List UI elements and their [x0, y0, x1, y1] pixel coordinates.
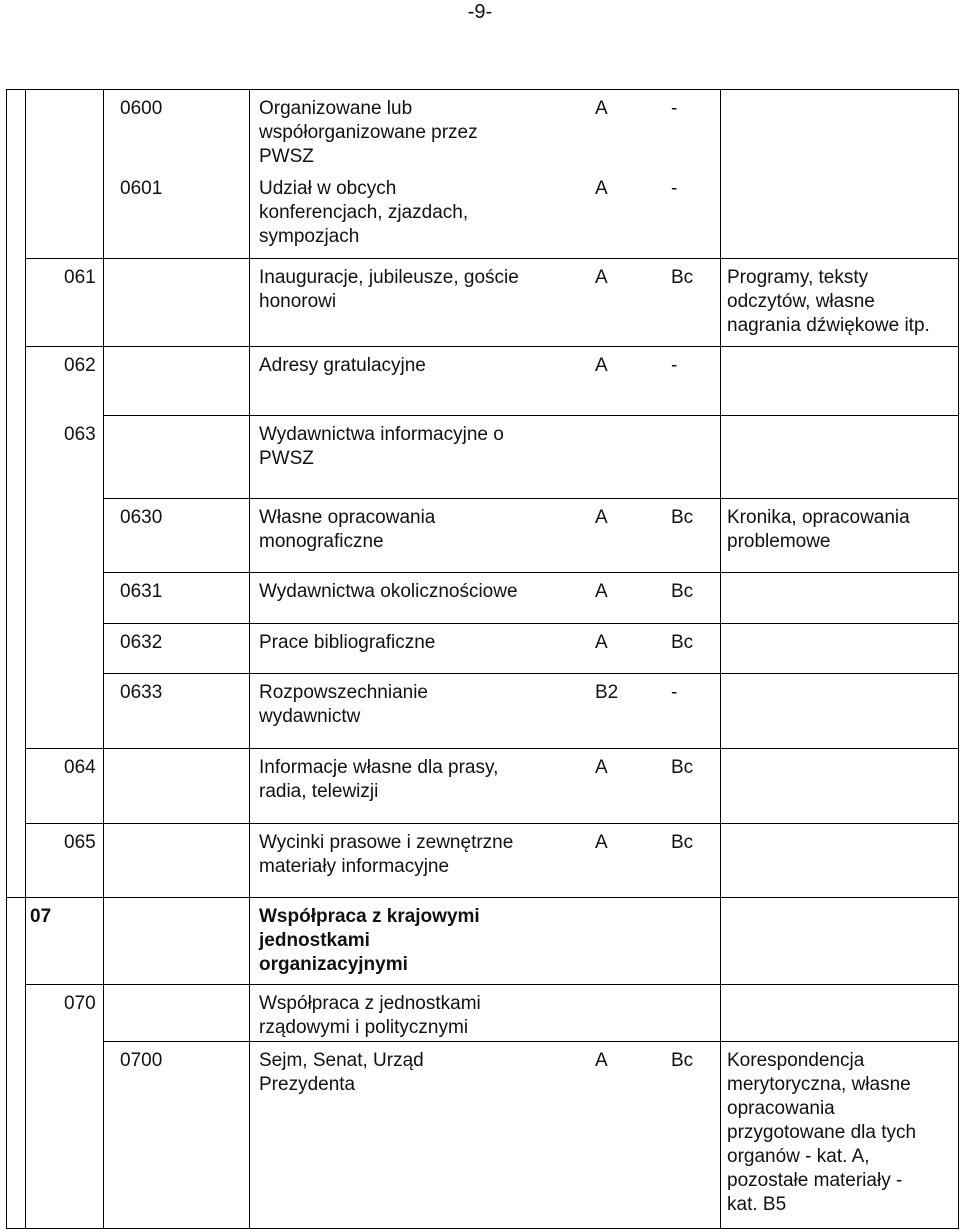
column-divider: [25, 823, 26, 897]
subgroup-code: [120, 580, 190, 604]
column-divider: [249, 258, 250, 346]
entry-notes-line: merytoryczna, własne: [727, 1074, 911, 1095]
table-row: [6, 89, 959, 169]
secondary-category: [671, 266, 716, 290]
secondary-category: [671, 631, 716, 655]
page-number: -9-: [467, 1, 493, 23]
subgroup-code-line: 0633: [120, 682, 163, 703]
archival-category-line: A: [595, 832, 608, 853]
entry-notes-line: odczytów, własne: [727, 291, 875, 312]
entry-name-line: Rozpowszechnianie: [259, 682, 428, 703]
column-divider: [720, 498, 721, 572]
secondary-category-line: Bc: [671, 507, 694, 528]
secondary-category: [671, 681, 716, 705]
column-divider: [720, 897, 721, 984]
group-code-line: 070: [64, 993, 96, 1014]
entry-name-line: Inauguracje, jubileusze, goście: [259, 267, 519, 288]
secondary-category: [671, 354, 716, 378]
column-divider: [720, 1041, 721, 1229]
table-border-right: [958, 897, 959, 984]
entry-name-line: PWSZ: [259, 448, 314, 469]
entry-name: [259, 992, 559, 1040]
entry-name: [259, 580, 559, 604]
subgroup-code: [120, 681, 190, 705]
entry-name: [259, 831, 559, 879]
records-table: [6, 89, 959, 1229]
entry-name-line: PWSZ: [259, 146, 314, 167]
column-divider: [720, 169, 721, 258]
archival-category: [595, 580, 635, 604]
subgroup-code-line: 0632: [120, 632, 163, 653]
column-divider: [25, 346, 26, 415]
entry-name-line: współorganizowane przez: [259, 122, 478, 143]
entry-name-line: Wydawnictwa okolicznościowe: [259, 581, 518, 602]
entry-notes-line: organów - kat. A,: [727, 1146, 870, 1167]
entry-name: [259, 97, 559, 169]
secondary-category-line: Bc: [671, 757, 694, 778]
entry-notes-line: Programy, teksty: [727, 267, 869, 288]
archival-category-line: A: [595, 267, 608, 288]
archival-category: [595, 177, 635, 201]
column-divider: [720, 415, 721, 498]
column-divider: [25, 258, 26, 346]
secondary-category: [671, 580, 716, 604]
entry-name: [259, 1049, 559, 1097]
entry-name-line: sympozjach: [259, 226, 360, 247]
entry-notes-line: Korespondencja: [727, 1050, 865, 1071]
column-divider: [720, 748, 721, 823]
column-divider: [25, 415, 26, 498]
subgroup-code-line: 0600: [120, 98, 163, 119]
subgroup-code-line: 0630: [120, 507, 163, 528]
row-divider: [103, 415, 959, 416]
column-divider: [103, 623, 104, 673]
archival-category-line: A: [595, 757, 608, 778]
secondary-category-line: -: [671, 178, 678, 199]
entry-notes-line: pozostałe materiały -: [727, 1170, 903, 1191]
entry-name-line: Udział w obcych: [259, 178, 397, 199]
archival-category-line: A: [595, 178, 608, 199]
secondary-category: [671, 506, 716, 530]
subgroup-code: [120, 97, 190, 121]
archival-category: [595, 266, 635, 290]
column-divider: [249, 823, 250, 897]
entry-name: [259, 631, 559, 655]
entry-name: [259, 756, 559, 804]
entry-notes: [727, 506, 955, 554]
archival-category: [595, 506, 635, 530]
entry-name-line: Organizowane lub: [259, 98, 413, 119]
entry-notes: [727, 1049, 955, 1217]
archival-category: [595, 354, 635, 378]
column-divider: [720, 258, 721, 346]
subgroup-code: [120, 1049, 190, 1073]
table-border-right: [958, 984, 959, 1041]
entry-name-line: Współpraca z krajowymi: [259, 906, 480, 927]
entry-notes-line: problemowe: [727, 531, 831, 552]
row-divider: [103, 623, 959, 624]
table-border-right: [958, 748, 959, 823]
table-row: [6, 623, 959, 673]
column-divider: [249, 169, 250, 258]
entry-name-line: monograficzne: [259, 531, 384, 552]
secondary-category: [671, 831, 716, 855]
secondary-category: [671, 177, 716, 201]
entry-name-line: Prezydenta: [259, 1074, 356, 1095]
archival-category: [595, 631, 635, 655]
table-border-right: [958, 89, 959, 169]
table-row: [6, 748, 959, 823]
column-divider: [249, 897, 250, 984]
entry-name: [259, 506, 559, 554]
secondary-category-line: Bc: [671, 267, 694, 288]
entry-name-line: organizacyjnymi: [259, 954, 408, 975]
row-divider: [25, 823, 959, 824]
archival-category-line: A: [595, 632, 608, 653]
column-divider: [720, 823, 721, 897]
secondary-category: [671, 756, 716, 780]
table-border-right: [958, 1041, 959, 1229]
entry-name-line: Współpraca z jednostkami: [259, 993, 481, 1014]
entry-name-line: Informacje własne dla prasy,: [259, 757, 499, 778]
subgroup-code-line: 0631: [120, 581, 163, 602]
group-code-line: 065: [64, 832, 96, 853]
group-code: [64, 831, 134, 855]
table-row: [6, 897, 959, 984]
table-row: [6, 169, 959, 258]
archival-category-line: A: [595, 98, 608, 119]
column-divider: [25, 897, 26, 984]
entry-name: [259, 354, 559, 378]
table-row: [6, 258, 959, 346]
archival-category-line: A: [595, 581, 608, 602]
subgroup-code: [120, 631, 190, 655]
table-border-right: [958, 415, 959, 498]
entry-name-line: materiały informacyjne: [259, 856, 450, 877]
entry-name-line: radia, telewizji: [259, 781, 379, 802]
group-code: [64, 756, 134, 780]
table-row: [6, 498, 959, 572]
entry-notes: [727, 266, 955, 338]
table-row: [6, 673, 959, 748]
entry-name-line: Wycinki prasowe i zewnętrzne: [259, 832, 514, 853]
entry-name-line: jednostkami: [259, 930, 370, 951]
table-row: [6, 1041, 959, 1229]
secondary-category-line: -: [671, 98, 678, 119]
table-row: [6, 415, 959, 498]
entry-name-line: wydawnictw: [259, 706, 361, 727]
entry-name: [259, 905, 559, 977]
column-divider: [249, 1041, 250, 1229]
group-code-line: 063: [64, 424, 96, 445]
secondary-category-line: Bc: [671, 1050, 694, 1071]
archival-category-line: A: [595, 507, 608, 528]
row-divider: [103, 673, 959, 674]
table-border-right: [958, 346, 959, 415]
secondary-category-line: Bc: [671, 632, 694, 653]
entry-name: [259, 681, 559, 729]
column-divider: [249, 346, 250, 415]
entry-notes-line: Kronika, opracowania: [727, 507, 910, 528]
secondary-category-line: -: [671, 682, 678, 703]
archival-category: [595, 97, 635, 121]
secondary-category-line: Bc: [671, 832, 694, 853]
secondary-category: [671, 1049, 716, 1073]
column-divider: [25, 673, 26, 748]
entry-name: [259, 177, 559, 249]
column-divider: [249, 673, 250, 748]
row-divider: [25, 748, 959, 749]
table-border-right: [958, 823, 959, 897]
table-row: [6, 823, 959, 897]
column-divider: [249, 89, 250, 169]
column-divider: [249, 572, 250, 623]
group-code: [64, 266, 134, 290]
table-row: [6, 346, 959, 415]
table-border-right: [958, 673, 959, 748]
entry-name-line: rządowymi i politycznymi: [259, 1017, 469, 1038]
table-row: [6, 984, 959, 1041]
entry-name-line: honorowi: [259, 291, 337, 312]
group-code-line: 062: [64, 355, 96, 376]
column-divider: [25, 984, 26, 1041]
group-code: [64, 354, 134, 378]
column-divider: [249, 498, 250, 572]
row-divider: [6, 897, 959, 898]
archival-category: [595, 681, 635, 705]
column-divider: [103, 1041, 104, 1229]
entry-name-line: Prace bibliograficzne: [259, 632, 436, 653]
archival-category: [595, 1049, 635, 1073]
entry-name-line: Adresy gratulacyjne: [259, 355, 426, 376]
column-divider: [249, 748, 250, 823]
table-border-right: [958, 623, 959, 673]
column-divider: [249, 984, 250, 1041]
group-code-line: 064: [64, 757, 96, 778]
table-border-right: [958, 498, 959, 572]
entry-name: [259, 423, 559, 471]
row-divider: [103, 572, 959, 573]
column-divider: [25, 89, 26, 169]
column-divider: [25, 169, 26, 258]
group-code-line: 061: [64, 267, 96, 288]
entry-name-line: Wydawnictwa informacyjne o: [259, 424, 504, 445]
secondary-category-line: -: [671, 355, 678, 376]
archival-category-line: A: [595, 1050, 608, 1071]
column-divider: [720, 346, 721, 415]
column-divider: [25, 572, 26, 623]
entry-notes-line: przygotowane dla tych: [727, 1122, 917, 1143]
subgroup-code: [120, 177, 190, 201]
column-divider: [25, 1041, 26, 1229]
column-divider: [720, 572, 721, 623]
column-divider: [249, 415, 250, 498]
column-divider: [249, 623, 250, 673]
column-divider: [103, 498, 104, 572]
archival-category-line: B2: [595, 682, 619, 703]
section-code: [30, 905, 90, 929]
column-divider: [25, 498, 26, 572]
entry-name-line: Sejm, Senat, Urząd: [259, 1050, 424, 1071]
column-divider: [25, 623, 26, 673]
secondary-category: [671, 97, 716, 121]
archival-category: [595, 756, 635, 780]
entry-notes-line: nagrania dźwiękowe itp.: [727, 315, 930, 336]
subgroup-code-line: 0700: [120, 1050, 163, 1071]
table-border-right: [958, 169, 959, 258]
row-divider: [103, 498, 959, 499]
subgroup-code: [120, 506, 190, 530]
row-divider: [25, 258, 959, 259]
column-divider: [103, 897, 104, 984]
column-divider: [720, 623, 721, 673]
archival-category-line: A: [595, 355, 608, 376]
table-border-right: [958, 258, 959, 346]
subgroup-code-line: 0601: [120, 178, 163, 199]
column-divider: [720, 89, 721, 169]
row-divider: [25, 984, 959, 985]
table-border-right: [958, 572, 959, 623]
column-divider: [720, 673, 721, 748]
column-divider: [720, 984, 721, 1041]
entry-notes-line: opracowania: [727, 1098, 835, 1119]
entry-name-line: konferencjach, zjazdach,: [259, 202, 469, 223]
section-code-line: 07: [30, 906, 52, 927]
entry-name: [259, 266, 559, 314]
column-divider: [103, 572, 104, 623]
group-code: [64, 992, 134, 1016]
secondary-category-line: Bc: [671, 581, 694, 602]
column-divider: [103, 169, 104, 258]
column-divider: [25, 748, 26, 823]
entry-notes-line: kat. B5: [727, 1194, 787, 1215]
group-code: [64, 423, 134, 447]
row-divider: [25, 346, 959, 347]
row-divider: [103, 1041, 959, 1042]
entry-name-line: Własne opracowania: [259, 507, 436, 528]
column-divider: [103, 673, 104, 748]
table-row: [6, 572, 959, 623]
column-divider: [103, 89, 104, 169]
archival-category: [595, 831, 635, 855]
